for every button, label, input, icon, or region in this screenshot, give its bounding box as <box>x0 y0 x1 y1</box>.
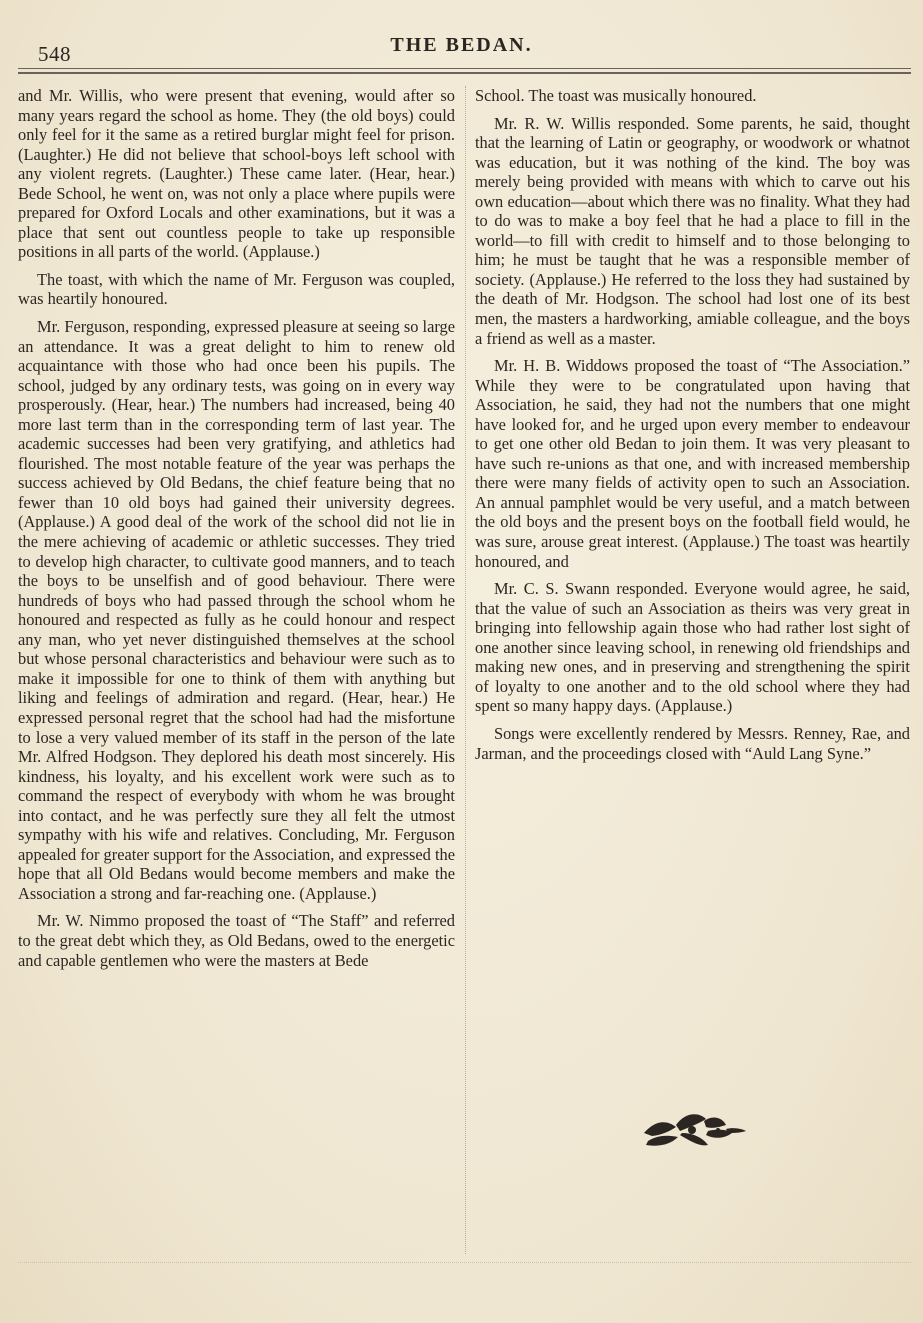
header-rule-thin <box>18 68 911 69</box>
paragraph: and Mr. Willis, who were present that evening, would after so many years regard the school as home. They (the old boys) could only feel for it the same as a retired burglar might feel for prison. (Laughter.) He did not believe that school-boys left school with any violent regrets. (Laughter.) These came later. (Hear, hear.) Bede School, he went on, was not only a place where pupils were prepared for Oxford Locals and other examinations, but it was a place that sent out countless people to take up responsible positions in all parts of the world. (Applause.) <box>18 86 455 262</box>
paragraph: Mr. Ferguson, responding, expressed pleasure at seeing so large an attendance. It was a great delight to him to renew old acquaintance with those who had once been his pupils. The school, judged by any ordinary tests, was going on in every way prosperously. (Hear, hear.) The numbers had increased, being 40 more last term than in the corresponding term of last year. The academic successes had been very gratifying, and athletics had flourished. The most notable feature of the year was perhaps the success achieved by Old Bedans, the chief feature being that no fewer than 10 old boys had gained their university degrees. (Applause.) A good deal of the work of the school did not lie in the mere achieving of academic or athletic successes. They tried to develop high character, to cultivate good manners, and to teach the boys to be unselfish and of good behaviour. There were hundreds of boys who had passed through the school whom he honoured and respected as fully as he could honour and respect any man, who yet never distinguished themselves at the school but whose personal characteristics and behaviour were such as to make it impossible for one to think of them with anything but liking and feelings of admiration and regard. (Hear, hear.) He expressed personal regret that the school had had the misfortune to lose a very valued member of its staff in the person of the late Mr. Alfred Hodgson. They deplored his death most sincerely. His kindness, his loyalty, and his excellent work were such as to command the respect of everybody with whom he was brought into contact, and he was perfectly sure they all felt the utmost sympathy with his wife and relatives. Concluding, Mr. Ferguson appealed for greater support for the Association, and expressed the hope that all Old Bedans would become members and make the Association a strong and far-reaching one. (Applause.) <box>18 317 455 903</box>
paragraph: Mr. H. B. Widdows proposed the toast of “The Association.” While they were to be congratulated upon having that Association, he said, they had not the numbers that one might have looked for, and he urged upon every member to endeavour to get one other old Bedan to join them. It was very pleasant to have such re-unions as that one, and with increased membership there were many fields of activity open to such an Association. An annual pamphlet would be very useful, and a match between the old boys and the present boys on the football field would, he was sure, arouse great interest. (Applause.) The toast was heartily honoured, and <box>475 356 910 571</box>
paragraph: School. The toast was musically honoured. <box>475 86 757 105</box>
running-head-title: THE BEDAN. <box>390 34 533 56</box>
paragraph: Mr. R. W. Willis responded. Some parents, he said, thought that the learning of Latin or geography, or woodwork or whatnot was education, but it was nothing of the kind. The boy was merely being provided with means with which to carve out his own education—about which there was no finality. What they had to do was to make a boy feel that he had a place to fill in the world—to fill with credit to himself and to those belonging to him; he must be taught that he was a responsible member of society. (Applause.) He referred to the loss they had sustained by the death of Mr. Hodgson. The school had lost one of its best men, the masters a hardworking, amiable colleague, and the boys a friend as well as a master. <box>475 113 910 348</box>
column-divider <box>465 86 466 1254</box>
paragraph: The toast, with which the name of Mr. Ferguson was coupled, was heartily honoured. <box>18 269 455 309</box>
right-column <box>475 86 910 771</box>
header-rule-thick <box>18 72 911 74</box>
page-header <box>0 32 923 66</box>
floral-vignette-icon <box>640 1105 750 1155</box>
paragraph: Mr. W. Nimmo proposed the toast of “The Staff” and referred to the great debt which they, as Old Bedans, owed to the energetic and capable gentlemen who were the masters at Bede <box>18 911 455 970</box>
left-column <box>18 86 455 978</box>
bottom-dotted-rule <box>18 1262 911 1263</box>
page-number: 548 <box>38 42 71 66</box>
paragraph: Songs were excellently rendered by Messrs. Renney, Rae, and Jarman, and the proceedings closed with “Auld Lang Syne.” <box>475 723 910 763</box>
paragraph: Mr. C. S. Swann responded. Everyone would agree, he said, that the value of such an Association as theirs was very great in bringing into fellowship again those who had rather lost sight of one another since leaving school, in renewing old friendships and making new ones, and in preserving and strengthening the spirit of loyalty to one another and to the old school where they had spent so many happy days. (Applause.) <box>475 579 910 716</box>
